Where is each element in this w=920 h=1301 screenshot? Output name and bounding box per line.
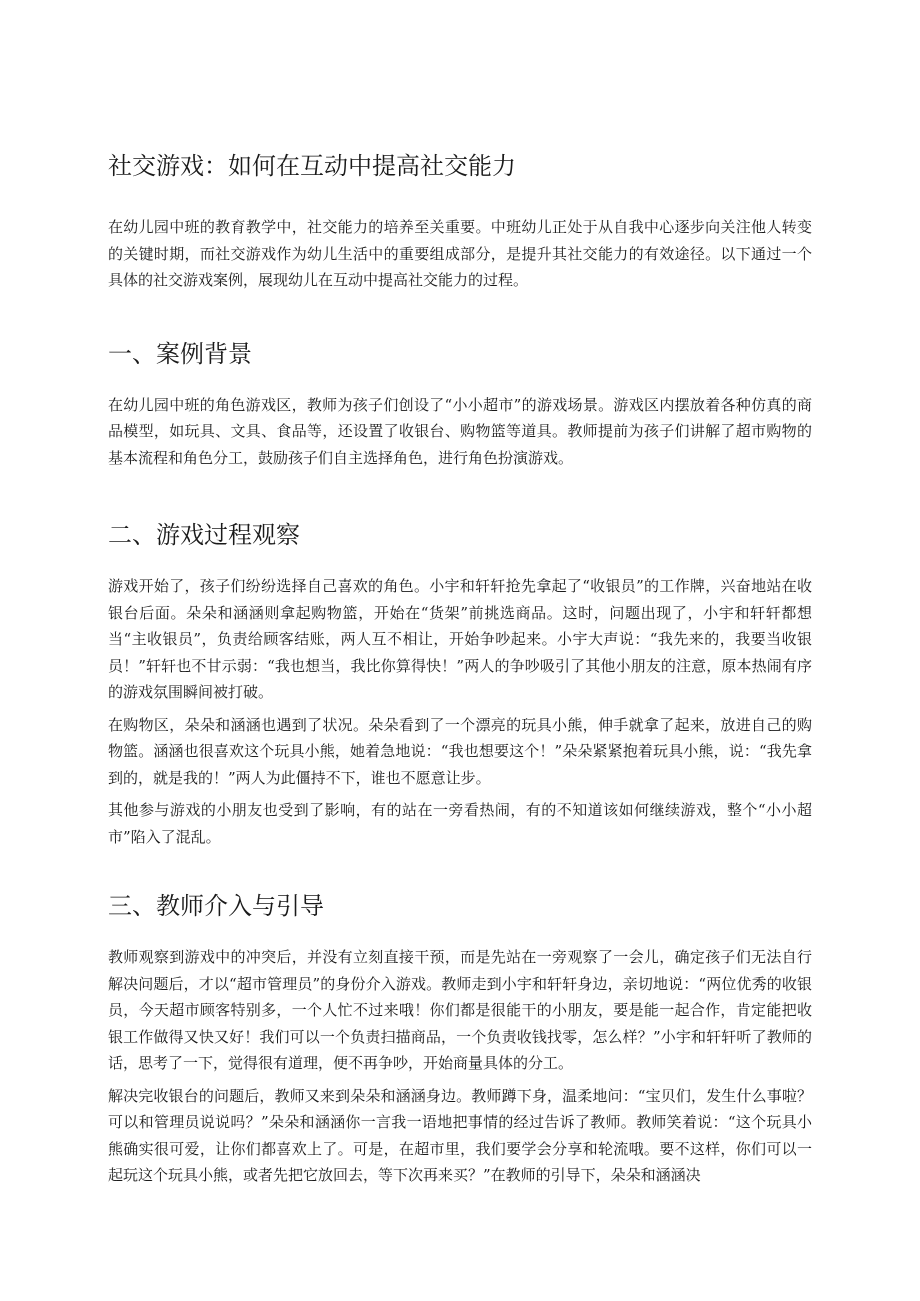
page-title: 社交游戏：如何在互动中提高社交能力 bbox=[108, 152, 516, 180]
paragraph: 教师观察到游戏中的冲突后，并没有立刻直接干预，而是先站在一旁观察了一会儿，确定孩子们无法自行解决问题后，才以“超市管理员”的身份介入游戏。教师走到小宇和轩轩身边，亲切地说：“两位优秀的收银员，今天超市顾客特别多，一个人忙不过来哦！你们都是很能干的小朋友，要是能一起合作，肯定能把收银工作做得又快又好！我们可以一个负责扫描商品，一个负责收钱找零，怎么样？”小宇和轩轩听了教师的话，思考了一下，觉得很有道理，便不再争吵，开始商量具体的分工。 bbox=[108, 948, 812, 1072]
intro-paragraph: 在幼儿园中班的教育教学中，社交能力的培养至关重要。中班幼儿正处于从自我中心逐步向关注他人转变的关键时期，而社交游戏作为幼儿生活中的重要组成部分，是提升其社交能力的有效途径。以下通过一个具体的社交游戏案例，展现幼儿在互动中提高社交能力的过程。 bbox=[108, 218, 812, 289]
section-case-background bbox=[108, 336, 812, 472]
section-teacher-guidance bbox=[108, 888, 812, 1189]
document-page bbox=[108, 148, 812, 1189]
paragraph: 游戏开始了，孩子们纷纷选择自己喜欢的角色。小宇和轩轩抢先拿起了“收银员”的工作牌，兴奋地站在收银台后面。朵朵和涵涵则拿起购物篮，开始在“货架”前挑选商品。这时，问题出现了，小宇和轩轩都想当“主收银员”，负责给顾客结账，两人互不相让，开始争吵起来。小宇大声说：“我先来的，我要当收银员！”轩轩也不甘示弱：“我也想当，我比你算得快！”两人的争吵吸引了其他小朋友的注意，原本热闹有序的游戏氛围瞬间被打破。 bbox=[108, 577, 812, 701]
paragraph: 在购物区，朵朵和涵涵也遇到了状况。朵朵看到了一个漂亮的玩具小熊，伸手就拿了起来，放进自己的购物篮。涵涵也很喜欢这个玩具小熊，她着急地说：“我也想要这个！”朵朵紧紧抱着玩具小熊，说：“我先拿到的，就是我的！”两人为此僵持不下，谁也不愿意让步。 bbox=[108, 715, 812, 787]
paragraph: 其他参与游戏的小朋友也受到了影响，有的站在一旁看热闹，有的不知道该如何继续游戏，整个“小小超市”陷入了混乱。 bbox=[108, 801, 812, 846]
paragraph: 在幼儿园中班的角色游戏区，教师为孩子们创设了“小小超市”的游戏场景。游戏区内摆放着各种仿真的商品模型，如玩具、文具、食品等，还设置了收银台、购物篮等道具。教师提前为孩子们讲解了超市购物的基本流程和角色分工，鼓励孩子们自主选择角色，进行角色扮演游戏。 bbox=[108, 395, 812, 467]
section-heading: 二、游戏过程观察 bbox=[108, 521, 300, 549]
section-heading: 一、案例背景 bbox=[108, 339, 252, 368]
section-heading: 三、教师介入与引导 bbox=[108, 892, 324, 920]
section-game-observation bbox=[108, 517, 812, 850]
paragraph: 解决完收银台的问题后，教师又来到朵朵和涵涵身边。教师蹲下身，温柔地问：“宝贝们，发生什么事啦？可以和管理员说说吗？”朵朵和涵涵你一言我一语地把事情的经过告诉了教师。教师笑着说：“这个玩具小熊确实很可爱，让你们都喜欢上了。可是，在超市里，我们要学会分享和轮流哦。要不这样，你们可以一起玩这个玩具小熊，或者先把它放回去，等下次再来买？”在教师的引导下，朵朵和涵涵决 bbox=[108, 1086, 812, 1184]
